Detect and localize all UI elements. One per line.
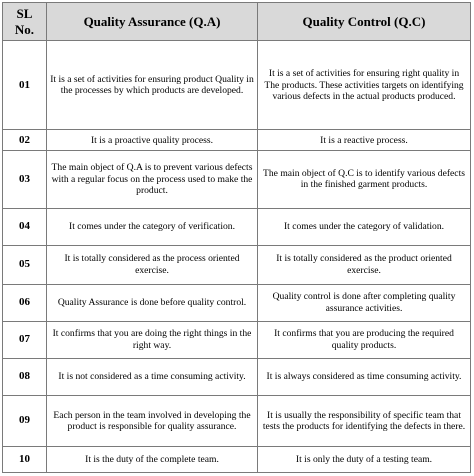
table-row bbox=[3, 358, 471, 395]
qa-cell: It confirms that you are doing the right things in the right way. bbox=[47, 321, 258, 358]
qc-cell: It is a set of activities for ensuring right quality in The products. These activities targets on identifying various defects in the actual products produced. bbox=[258, 41, 471, 130]
header-quality-assurance: Quality Assurance (Q.A) bbox=[47, 3, 258, 41]
header-quality-control: Quality Control (Q.C) bbox=[258, 3, 471, 41]
qc-cell: Quality control is done after completing quality assurance activities. bbox=[258, 284, 471, 321]
table-row bbox=[3, 284, 471, 321]
qc-cell: The main object of Q.C is to identify various defects in the finished garment products. bbox=[258, 151, 471, 209]
row-sl-number: 05 bbox=[3, 245, 47, 284]
row-sl-number: 08 bbox=[3, 358, 47, 395]
comparison-table-container bbox=[2, 2, 470, 473]
qa-cell: It is not considered as a time consuming activity. bbox=[47, 358, 258, 395]
qc-cell: It confirms that you are producing the required quality products. bbox=[258, 321, 471, 358]
row-sl-number: 07 bbox=[3, 321, 47, 358]
qc-cell: It is usually the responsibility of specific team that tests the products for identifying the defects in there. bbox=[258, 395, 471, 446]
qa-cell: It is a proactive quality process. bbox=[47, 130, 258, 151]
qa-cell: The main object of Q.A is to prevent various defects with a regular focus on the process used to make the product. bbox=[47, 151, 258, 209]
table-row bbox=[3, 245, 471, 284]
qa-cell: It comes under the category of verification. bbox=[47, 208, 258, 245]
header-sl-no: SL No. bbox=[3, 3, 47, 41]
qa-cell: Each person in the team involved in developing the product is responsible for quality assurance. bbox=[47, 395, 258, 446]
table-row bbox=[3, 208, 471, 245]
qc-cell: It is always considered as time consuming activity. bbox=[258, 358, 471, 395]
row-sl-number: 04 bbox=[3, 208, 47, 245]
qc-cell: It comes under the category of validation. bbox=[258, 208, 471, 245]
table-row bbox=[3, 321, 471, 358]
qc-cell: It is a reactive process. bbox=[258, 130, 471, 151]
table-row bbox=[3, 151, 471, 209]
table-row bbox=[3, 41, 471, 130]
qc-cell: It is totally considered as the product oriented exercise. bbox=[258, 245, 471, 284]
table-header-row bbox=[3, 3, 471, 41]
qa-cell: It is a set of activities for ensuring product Quality in the processes by which products are developed. bbox=[47, 41, 258, 130]
row-sl-number: 06 bbox=[3, 284, 47, 321]
qa-cell: Quality Assurance is done before quality control. bbox=[47, 284, 258, 321]
qa-cell: It is the duty of the complete team. bbox=[47, 447, 258, 473]
table-row bbox=[3, 447, 471, 473]
qa-vs-qc-table bbox=[2, 2, 471, 473]
table-row bbox=[3, 130, 471, 151]
row-sl-number: 01 bbox=[3, 41, 47, 130]
row-sl-number: 03 bbox=[3, 151, 47, 209]
row-sl-number: 09 bbox=[3, 395, 47, 446]
qc-cell: It is only the duty of a testing team. bbox=[258, 447, 471, 473]
table-row bbox=[3, 395, 471, 446]
row-sl-number: 10 bbox=[3, 447, 47, 473]
row-sl-number: 02 bbox=[3, 130, 47, 151]
qa-cell: It is totally considered as the process oriented exercise. bbox=[47, 245, 258, 284]
